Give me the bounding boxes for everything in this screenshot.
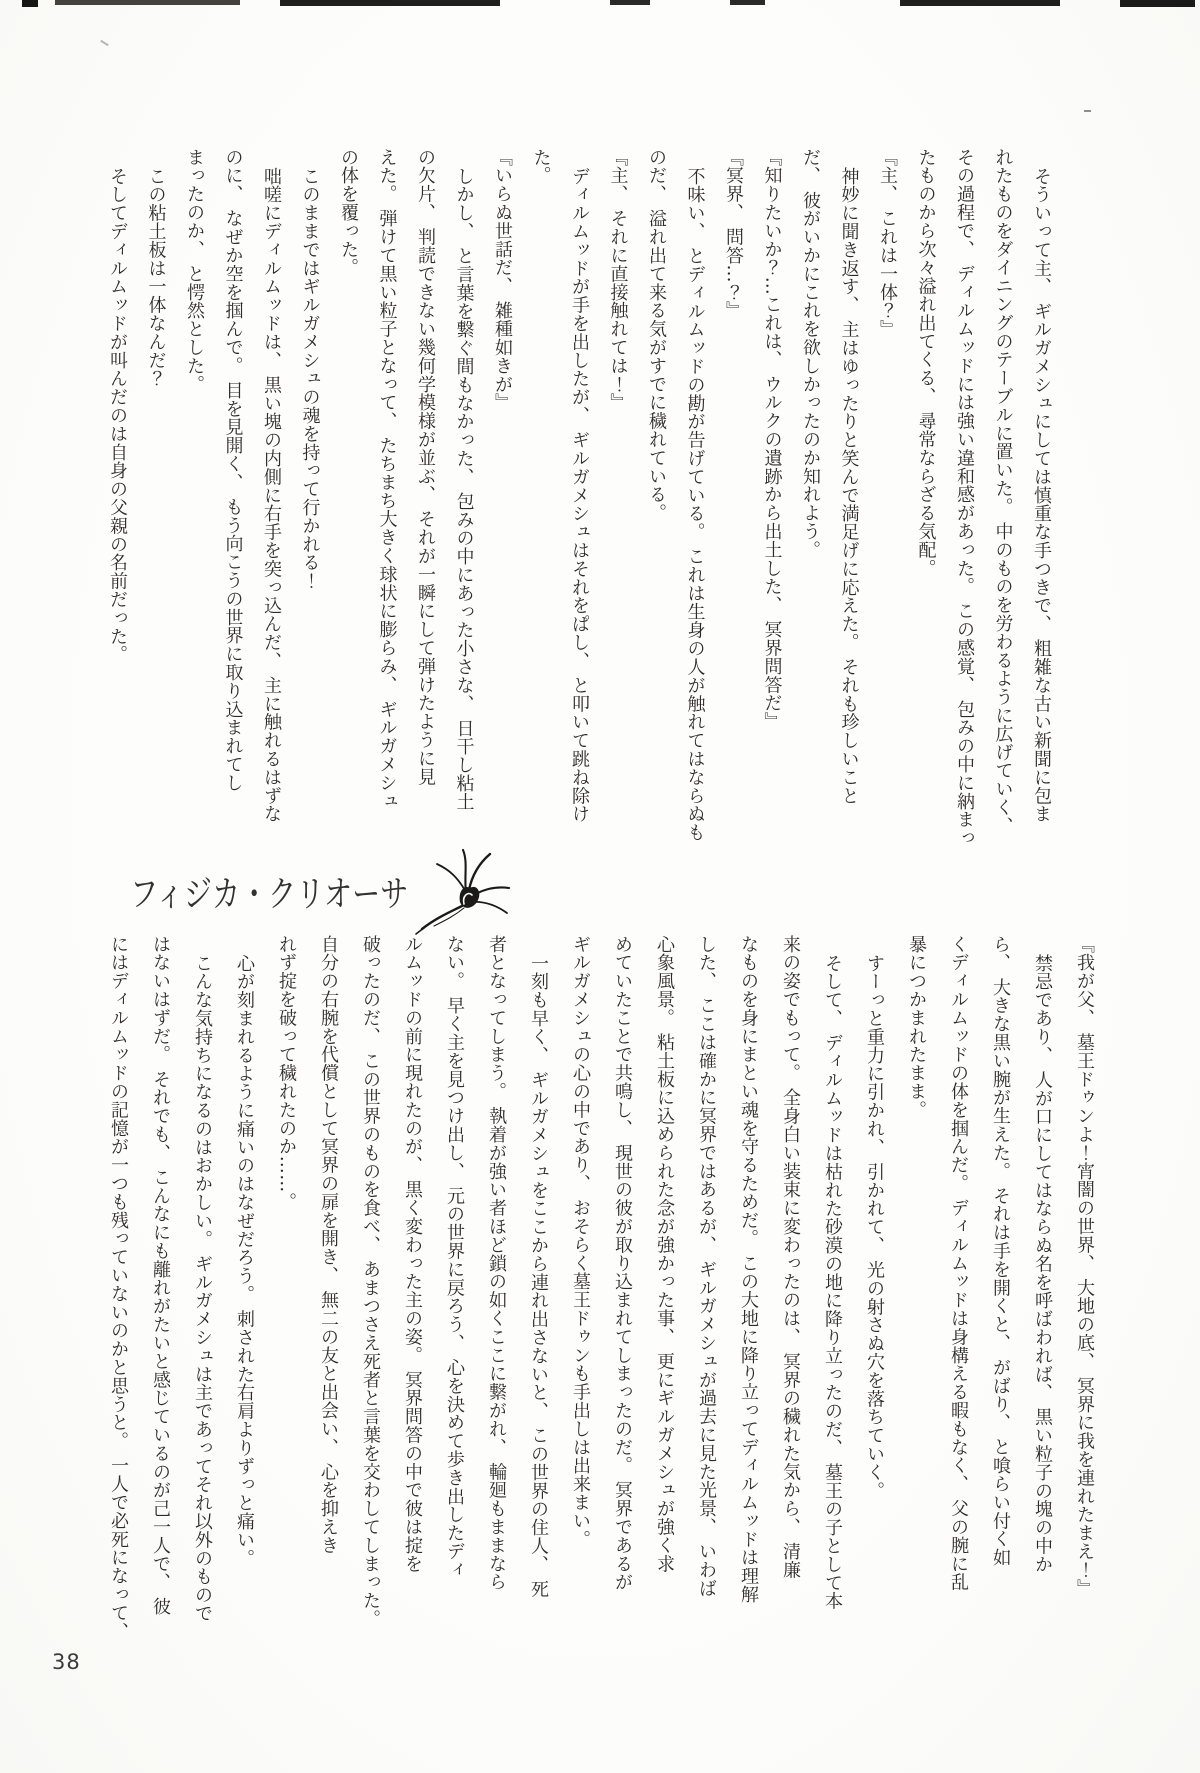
bottom-text-block (97, 935, 1105, 1675)
text-column: のに、 なぜか空を掴んで。 目を見開く、 もう向こうの世界に取り込まれてし (222, 148, 244, 792)
scan-artifact (610, 0, 650, 5)
text-column: 『主、 これは一体？』 (877, 148, 898, 339)
text-column: 『我が父、 墓王ドゥンよ！宵闇の世界、 大地の底、 冥界に我を連れたまえ！』 (1074, 935, 1095, 1598)
text-column: れたものをダイニングのテーブルに置いた。 中のものを労わるように広げていく、 (992, 148, 1014, 835)
text-column: えた。 弾けて黒い粒子となって、 たちまち大きく球状に膨らみ、 ギルガメシュ (376, 148, 398, 811)
text-column: 心象風景。 粘土板に込められた念が強かった事、 更にギルガメシュが強く求 (654, 935, 675, 1573)
text-column: 神妙に聞き返す、 主はゆったりと笑んで満足げに応えた。 それも珍しいこと (838, 167, 860, 805)
text-column: すーっと重力に引かれ、 引かれて、 光の射さぬ穴を落ちていく。 (864, 954, 885, 1500)
text-column: はないはずだ。 それでも、 こんなにも離れがたいと感じているのが己一人で、 彼 (150, 935, 171, 1616)
text-column: 『主、 それに直接触れては！』 (607, 148, 629, 412)
text-column: 者となってしまう。 執着が強い者ほど鎖の如くここに繋がれ、 輪廻もままなら (486, 935, 507, 1592)
text-column: だ、 彼がいかにこれを欲しかったのか知れよう。 (800, 148, 821, 559)
scan-artifact (100, 40, 109, 46)
ink-plant-sketch-icon (412, 844, 516, 940)
text-column: 来の姿でもって。 全身白い装束に変わったのは、 冥界の穢れた気から、 清廉 (780, 935, 801, 1579)
text-column: このままではギルガメシュの魂を持って行かれる！ (299, 167, 321, 591)
text-column: れず掟を破って穢れたのか……。 (276, 935, 297, 1211)
text-column: にはディルムッドの記憶が一つも残っていないのかと思うと。 一人で必死になって、 (108, 935, 129, 1641)
text-column: 一刻も早く、 ギルガメシュをここから連れ出さないと、 この世界の住人、 死 (528, 954, 549, 1598)
text-column: ら、 大きな黒い腕が生えた。 それは手を開くと、 がばり、 と喰らい付く如 (990, 935, 1011, 1567)
text-column: のだ、 溢れ出て来る気がすでに穢れている。 (646, 148, 667, 523)
text-column: ない。 早く主を見つけ出し、 元の世界に戻ろう、 心を決めて歩き出したディ (444, 935, 465, 1579)
text-column: 暴につかまれたまま。 (906, 935, 927, 1119)
scan-artifact (900, 0, 1060, 6)
text-column: この粘土板は一体なんだ？ (145, 167, 167, 388)
text-column: まったのか、 と愕然とした。 (184, 148, 205, 394)
text-column: 禁忌であり、 人が口にしてはならぬ名を呼ばわれば、 黒い粒子の塊の中か (1032, 954, 1053, 1574)
text-column: そしてディルムッドが叫んだのは自身の父親の名前だった。 (107, 167, 128, 664)
section-title: フィジカ・クリオーサ (130, 874, 409, 915)
text-column: ディルムッドが手を出したが、 ギルガメシュはそれをぱし、 と叩いて跳ね除け (569, 167, 590, 824)
text-column: しかし、 と言葉を繋ぐ間もなかった、 包みの中にあった小さな、 日干し粘土 (453, 167, 475, 811)
scan-artifact (55, 0, 240, 5)
text-column: の体を覆った。 (338, 148, 359, 277)
top-text-block (98, 148, 1061, 888)
scan-artifact (22, 0, 38, 7)
text-column: ギルガメシュの心の中であり、 おそらく墓王ドゥンも手出しは出来まい。 (570, 935, 591, 1549)
text-column: こんな気持ちになるのはおかしい。 ギルガメシュは主であってそれ以外のもので (192, 954, 213, 1623)
text-column: そして、 ディルムッドは枯れた砂漠の地に降り立ったのだ、 墓王の子として本 (822, 954, 843, 1611)
text-column: 『いらぬ世話だ、 雑種如きが』 (492, 148, 513, 412)
text-column: そういって主、 ギルガメシュにしては慎重な手つきで、 粗雑な古い新聞に包ま (1031, 167, 1052, 824)
text-column: めていたことで共鳴し、 現世の彼が取り込まれてしまったのだ。 冥界であるが (612, 935, 633, 1592)
text-column: くディルムッドの体を掴んだ。 ディルムッドは身構える暇もなく、 父の腕に乱 (948, 935, 969, 1592)
text-column: の欠片、 判読できない幾何学模様が並ぶ、 それが一瞬にして弾けたように見 (415, 148, 436, 786)
scan-artifact (730, 0, 765, 5)
text-column: た。 (530, 148, 552, 185)
scan-artifact (1084, 110, 1091, 112)
page-number: 38 (52, 1650, 81, 1674)
text-column: なものを身にまとい魂を守るためだ。 この大地に降り立ってディルムッドは理解 (738, 935, 759, 1604)
scan-artifact (1120, 0, 1195, 7)
text-column: たものから次々溢れ出てくる、 尋常ならざる気配。 (915, 148, 937, 578)
text-column: 破ったのだ、 この世界のものを食べ、 あまつさえ死者と言葉を交わしてしまった。 (360, 935, 381, 1629)
text-column: ルムッドの前に現れたのが、 黒く変わった主の姿。 冥界問答の中で彼は掟を (402, 935, 423, 1573)
text-column: した、 ここは確かに冥界ではあるが、 ギルガメシュが過去に見た光景、 いわば (696, 935, 717, 1598)
text-column: 自分の右腕を代償として冥界の扉を開き、 無二の友と出会い、 心を抑えき (318, 935, 339, 1555)
text-column: 心が刻まれるように痛いのはなぜだろう。 刺された右肩よりずっと痛い。 (234, 954, 255, 1568)
scan-artifact (280, 0, 500, 6)
text-column: 『知りたいか？…これは、 ウルクの遺跡から出土した、 冥界問答だ』 (761, 148, 783, 731)
text-column: 『冥界、 問答…？』 (723, 148, 744, 320)
section-heading (130, 858, 550, 944)
text-column: 不味い、 とディルムッドの勘が告げている。 これは生身の人が触れてはならぬも (684, 167, 706, 842)
text-column: 咄嗟にディルムッドは、 黒い塊の内側に右手を突っ込んだ、 主に触れるはずな (261, 167, 282, 824)
text-column: その過程で、 ディルムッドには強い違和感があった。 この感覚、 包みの中に納まっ (954, 148, 975, 848)
